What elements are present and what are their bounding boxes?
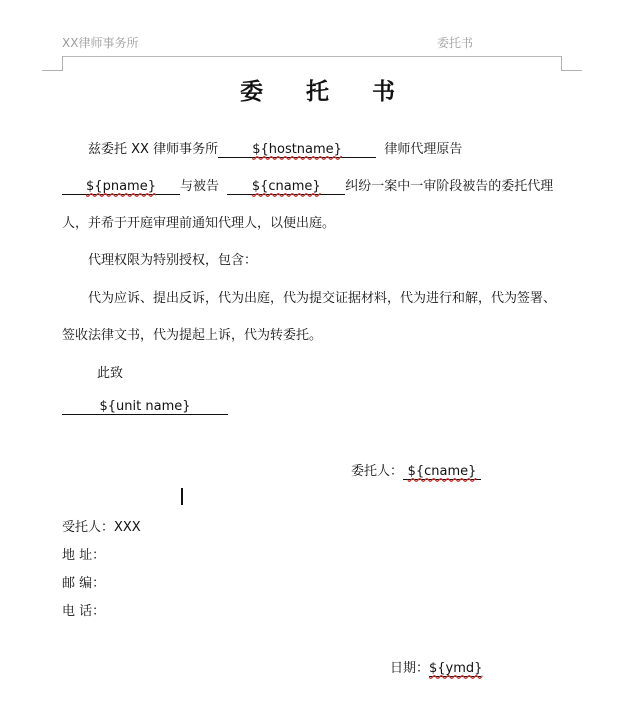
principal-line[interactable] [351,460,481,480]
hostname-var: ${hostname} [252,142,342,157]
p2-suffix: 纠纷一案中一审阶段被告的委托代理 [345,179,554,194]
title-char-3: 书 [372,78,396,105]
p1-prefix: 兹委托 XX 律师事务所 [88,142,219,157]
margin-corner-right [561,56,582,71]
paragraph-2[interactable] [62,175,553,195]
hostname-field[interactable] [218,142,376,158]
principal-label: 委托人： [351,464,404,479]
date-line[interactable] [390,657,481,677]
salutation[interactable]: 此致 [97,366,124,381]
margin-corner-left [42,56,63,71]
header-rule [62,56,561,57]
phone-line[interactable]: 电 话： [62,604,106,619]
unit-name-field[interactable] [62,399,228,415]
title-char-1: 委 [240,78,264,105]
paragraph-6[interactable]: 签收法律文书，代为提起上诉，代为转委托。 [62,328,323,343]
document-title [0,73,636,106]
pname-field[interactable] [62,179,180,195]
paragraph-3[interactable]: 人，并希于开庭审理前通知代理人，以便出庭。 [62,216,336,231]
p2-mid: 与被告 [180,179,220,194]
text-cursor [181,488,183,505]
paragraph-5[interactable]: 代为应诉、提出反诉，代为出庭，代为提交证据材料，代为进行和解，代为签署、 [88,291,557,306]
p1-suffix: 律师代理原告 [384,142,463,157]
principal-var: ${cname} [407,464,477,479]
date-field[interactable] [429,661,481,677]
date-var: ${ymd} [429,661,483,676]
unit-name-var: ${unit name} [99,399,191,414]
header-firm-name: XX律师事务所 [62,36,139,50]
pname-var: ${pname} [86,179,156,194]
cname-var: ${cname} [251,179,321,194]
unit-name-line[interactable] [62,399,228,415]
postcode-line[interactable]: 邮 编： [62,576,106,591]
cname-field[interactable] [227,179,345,195]
header-doc-name: 委托书 [437,36,474,50]
date-label: 日期： [390,661,430,676]
trustee-line[interactable]: 受托人：XXX [62,520,141,535]
paragraph-4[interactable]: 代理权限为特别授权，包含： [88,253,258,268]
principal-field[interactable] [403,464,481,480]
address-line[interactable]: 地 址： [62,548,106,563]
title-char-2: 托 [306,78,330,105]
paragraph-1[interactable] [88,138,462,158]
